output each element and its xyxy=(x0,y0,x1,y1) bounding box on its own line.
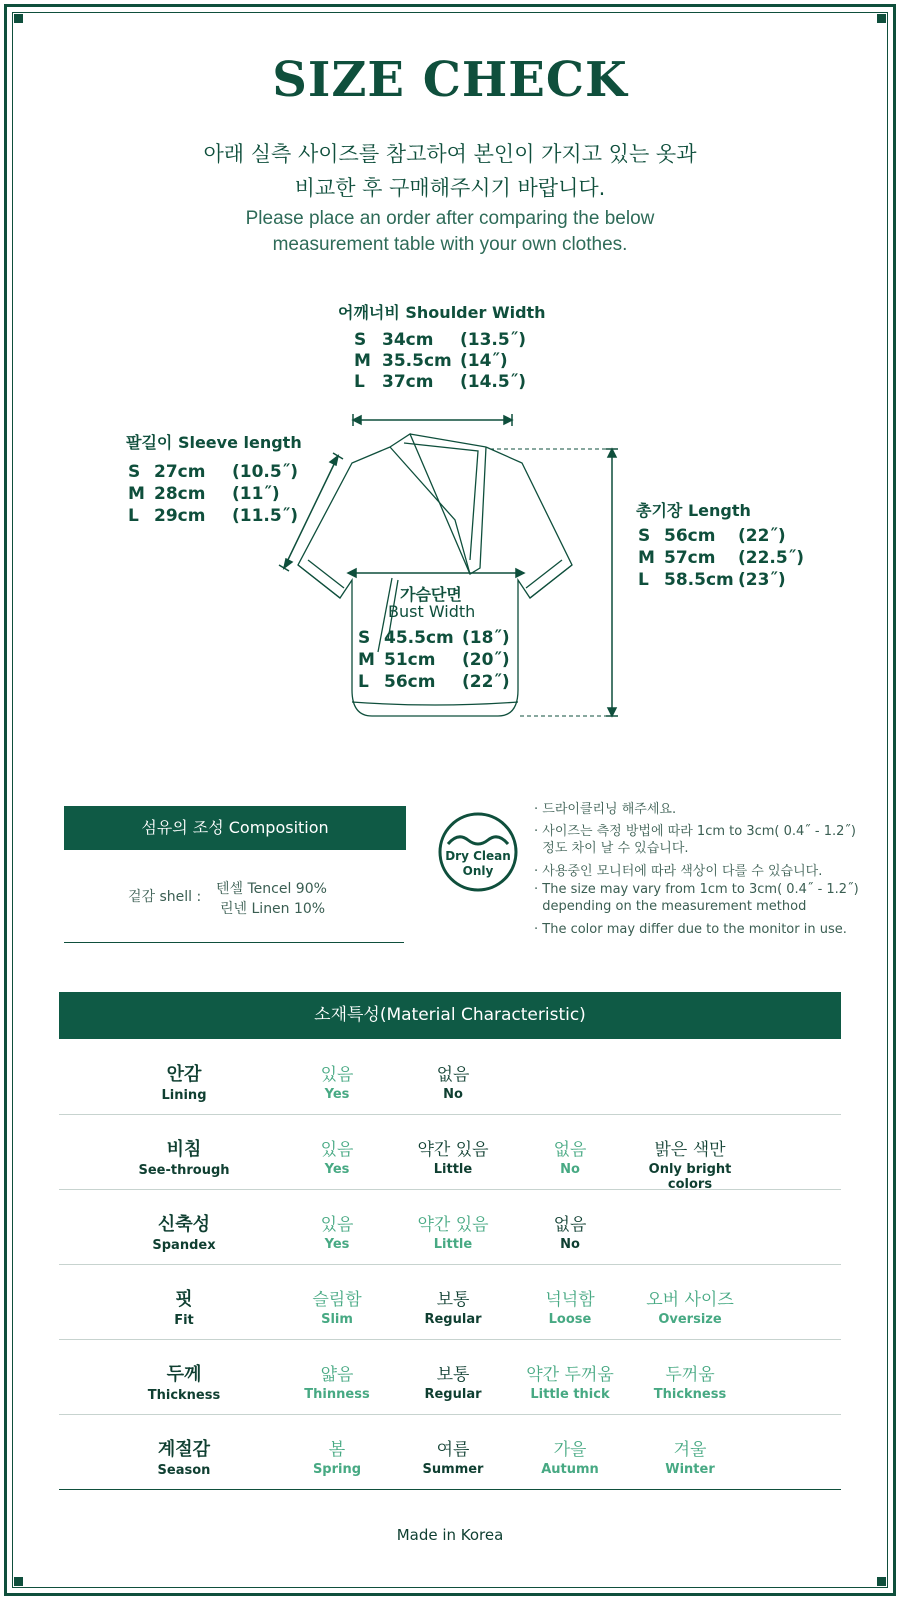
size-inch: (14.5˝) xyxy=(460,372,526,392)
material-header: 소재특성(Material Characteristic) xyxy=(59,992,841,1039)
care-note: · 사용중인 모니터에 따라 색상이 다를 수 있습니다. xyxy=(534,864,823,879)
material-option xyxy=(277,1190,397,1252)
material-option-selected xyxy=(393,1115,513,1177)
option-en: Yes xyxy=(324,1237,350,1252)
option-kr: 여름 xyxy=(436,1440,470,1460)
option-en: Regular xyxy=(424,1312,482,1327)
size-inch: (23˝) xyxy=(738,570,786,590)
size-cm: 37cm xyxy=(382,372,434,392)
size-inch: (22.5˝) xyxy=(738,548,804,568)
option-en: Thickness xyxy=(653,1387,727,1402)
size-cm: 34cm xyxy=(382,330,434,350)
intro-kr-line2: 비교한 후 구매해주시기 바랍니다. xyxy=(294,176,606,200)
material-option xyxy=(625,1265,755,1327)
size-inch: (22˝) xyxy=(462,672,510,692)
care-note: · The color may differ due to the monitor in use. xyxy=(534,922,847,937)
size-letter: S xyxy=(638,526,651,546)
bust-title-kr: 가슴단면 xyxy=(400,585,462,604)
size-letter: S xyxy=(354,330,367,350)
care-note: 정도 차이 날 수 있습니다. xyxy=(534,841,689,856)
material-option xyxy=(277,1265,397,1327)
option-kr: 보통 xyxy=(436,1365,470,1385)
material-option xyxy=(277,1340,397,1402)
material-row xyxy=(59,1340,841,1415)
option-en: Spring xyxy=(312,1462,362,1477)
material-row-label xyxy=(124,1190,244,1253)
material-row-label xyxy=(124,1040,244,1103)
bust-title-en: Bust Width xyxy=(388,602,476,621)
size-cm: 28cm xyxy=(154,484,206,504)
size-letter: S xyxy=(358,628,371,648)
material-option xyxy=(625,1340,755,1402)
size-cm: 51cm xyxy=(384,650,436,670)
option-en: Yes xyxy=(324,1162,350,1177)
option-en: Little xyxy=(433,1237,473,1252)
label-en: Lining xyxy=(161,1088,207,1103)
material-row xyxy=(59,1115,841,1190)
material-option xyxy=(393,1190,513,1252)
material-option xyxy=(510,1115,630,1177)
option-kr: 없음 xyxy=(553,1140,587,1160)
label-en: See-through xyxy=(138,1163,230,1178)
option-kr: 봄 xyxy=(328,1440,346,1460)
page-title: SIZE CHECK xyxy=(272,52,628,108)
material-row-label xyxy=(124,1115,244,1178)
intro-kr-line1: 아래 실측 사이즈를 참고하여 본인이 가지고 있는 옷과 xyxy=(203,142,697,166)
material-row xyxy=(59,1040,841,1115)
size-cm: 35.5cm xyxy=(382,351,452,371)
divider xyxy=(64,942,404,943)
label-kr: 안감 xyxy=(166,1064,202,1085)
composition-tencel: 텐셀 Tencel 90% xyxy=(216,881,327,897)
label-en: Season xyxy=(157,1463,211,1478)
option-kr: 얇음 xyxy=(320,1365,354,1385)
size-cm: 45.5cm xyxy=(384,628,454,648)
option-en: No xyxy=(443,1087,463,1102)
material-option xyxy=(625,1415,755,1477)
badge-line1: Dry Clean xyxy=(445,849,511,863)
size-cm: 29cm xyxy=(154,506,206,526)
corner-square xyxy=(14,1577,23,1586)
material-row xyxy=(59,1415,841,1490)
option-en: Thinness xyxy=(304,1387,370,1402)
option-kr: 겨울 xyxy=(673,1440,707,1460)
material-option-selected xyxy=(510,1190,630,1252)
size-cm: 57cm xyxy=(664,548,716,568)
material-row xyxy=(59,1265,841,1340)
option-kr: 있음 xyxy=(320,1140,354,1160)
size-letter: L xyxy=(354,372,365,392)
option-en: No xyxy=(560,1162,580,1177)
sleeve-title: 팔길이 Sleeve length xyxy=(126,433,302,452)
material-option-selected xyxy=(625,1115,755,1192)
size-inch: (20˝) xyxy=(462,650,510,670)
label-kr: 신축성 xyxy=(157,1214,211,1235)
option-en: Only bright colors xyxy=(648,1162,732,1192)
option-en: Autumn xyxy=(541,1462,599,1477)
label-en: Thickness xyxy=(147,1388,221,1403)
care-note: · 사이즈는 측정 방법에 따라 1cm to 3cm( 0.4˝ - 1.2˝) xyxy=(534,824,856,839)
option-kr: 있음 xyxy=(320,1065,354,1085)
label-kr: 핏 xyxy=(175,1289,193,1310)
care-note: · The size may vary from 1cm to 3cm( 0.4˝ - 1.2˝) xyxy=(534,882,859,897)
corner-square xyxy=(877,1577,886,1586)
material-option xyxy=(510,1340,630,1402)
size-inch: (14˝) xyxy=(460,351,508,371)
size-letter: M xyxy=(358,650,375,670)
option-kr: 오버 사이즈 xyxy=(646,1290,734,1310)
option-kr: 약간 있음 xyxy=(417,1215,489,1235)
length-title: 총기장 Length xyxy=(636,501,751,520)
size-inch: (18˝) xyxy=(462,628,510,648)
badge-line2: Only xyxy=(462,864,494,878)
option-kr: 없음 xyxy=(436,1065,470,1085)
composition-linen: 린넨 Linen 10% xyxy=(220,901,326,917)
option-kr: 가을 xyxy=(553,1440,587,1460)
option-en: Yes xyxy=(324,1087,350,1102)
option-kr: 넉넉함 xyxy=(545,1290,595,1310)
option-en: Winter xyxy=(665,1462,715,1477)
label-kr: 계절감 xyxy=(157,1439,211,1460)
size-letter: S xyxy=(128,462,141,482)
composition-label: 겉감 shell : xyxy=(128,889,202,905)
made-in-label: Made in Korea xyxy=(396,1526,504,1544)
option-en: Little xyxy=(433,1162,473,1177)
composition-header: 섬유의 조성 Composition xyxy=(64,806,406,850)
size-cm: 56cm xyxy=(664,526,716,546)
material-option-selected xyxy=(393,1340,513,1402)
material-row-label xyxy=(124,1340,244,1403)
size-letter: M xyxy=(638,548,655,568)
size-cm: 27cm xyxy=(154,462,206,482)
label-kr: 비침 xyxy=(166,1139,202,1160)
option-kr: 있음 xyxy=(320,1215,354,1235)
material-option xyxy=(510,1415,630,1477)
intro-en-line2: measurement table with your own clothes. xyxy=(272,234,628,255)
size-letter: L xyxy=(128,506,139,526)
option-kr: 슬림함 xyxy=(312,1290,362,1310)
material-row xyxy=(59,1190,841,1265)
material-row-label xyxy=(124,1415,244,1478)
size-inch: (11˝) xyxy=(232,484,280,504)
option-en: Oversize xyxy=(658,1312,722,1327)
size-inch: (13.5˝) xyxy=(460,330,526,350)
material-option-selected xyxy=(393,1415,513,1477)
size-cm: 56cm xyxy=(384,672,436,692)
size-letter: M xyxy=(354,351,371,371)
size-inch: (11.5˝) xyxy=(232,506,298,526)
care-note: · 드라이클리닝 해주세요. xyxy=(534,802,677,817)
intro-en-line1: Please place an order after comparing the below xyxy=(245,208,655,229)
size-inch: (10.5˝) xyxy=(232,462,298,482)
size-letter: M xyxy=(128,484,145,504)
size-letter: L xyxy=(638,570,649,590)
label-en: Fit xyxy=(174,1313,194,1328)
material-option xyxy=(277,1115,397,1177)
material-option-selected xyxy=(393,1265,513,1327)
shoulder-title: 어깨너비 Shoulder Width xyxy=(338,303,546,322)
option-en: Little thick xyxy=(530,1387,610,1402)
label-en: Spandex xyxy=(152,1238,216,1253)
material-option-selected xyxy=(393,1040,513,1102)
material-option xyxy=(510,1265,630,1327)
material-option xyxy=(277,1040,397,1102)
option-kr: 밝은 색만 xyxy=(654,1140,726,1160)
size-cm: 58.5cm xyxy=(664,570,734,590)
option-kr: 보통 xyxy=(436,1290,470,1310)
option-en: No xyxy=(560,1237,580,1252)
size-inch: (22˝) xyxy=(738,526,786,546)
option-en: Slim xyxy=(321,1312,353,1327)
option-kr: 없음 xyxy=(553,1215,587,1235)
size-letter: L xyxy=(358,672,369,692)
care-note: depending on the measurement method xyxy=(534,899,807,914)
dry-clean-icon xyxy=(436,810,520,894)
option-kr: 약간 두꺼움 xyxy=(526,1365,614,1385)
option-kr: 두꺼움 xyxy=(665,1365,715,1385)
material-option xyxy=(277,1415,397,1477)
option-kr: 약간 있음 xyxy=(417,1140,489,1160)
option-en: Loose xyxy=(548,1312,592,1327)
material-row-label xyxy=(124,1265,244,1328)
option-en: Summer xyxy=(422,1462,484,1477)
option-en: Regular xyxy=(424,1387,482,1402)
label-kr: 두께 xyxy=(166,1364,202,1385)
